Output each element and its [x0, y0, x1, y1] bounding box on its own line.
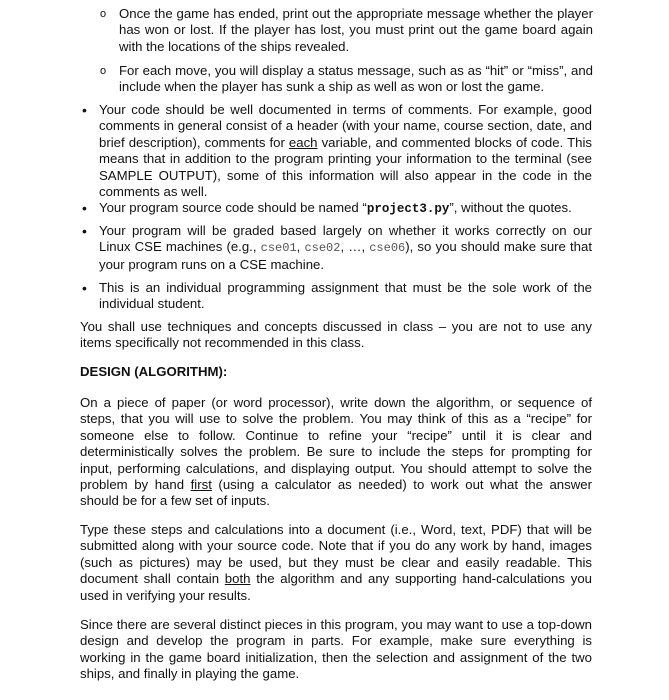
sub-bullet-marker: o [100, 8, 107, 20]
sub-item-game-ended: Once the game has ended, print out the appropriate message whether the player has won or lost. If the player has lost, you must print out the game board again with the locations of the ships revealed. [119, 6, 593, 54]
item-source-name-text-1: Your program source code should be named “ [99, 200, 367, 215]
bullet-marker: • [82, 102, 87, 118]
paragraph-design-2-text-1: Type these steps and calculations into a document (i.e., Word, text, PDF) that will be submitted along with your source code. Note that if you do any work by hand, images (such as pictures) may be used, but they must be clear and easily readable. This document shall contain [80, 522, 592, 587]
filename-code: project3.py [366, 202, 450, 216]
item-source-name-text-2: ”, without the quotes. [449, 200, 572, 215]
underlined-each: each [288, 134, 318, 150]
bullet-marker: • [82, 223, 87, 239]
paragraph-design-1-text-1: On a piece of paper (or word processor), write down the algorithm, or sequence of steps, that you will use to solve the problem. You may think of this as a “recipe” for someone else to follow. Continue to refine your “recipe” until it is clear and deterministically solves the problem. Be sure to include the steps for prompting for input, performing calculations, and displaying output. You should attempt to solve the problem by hand [80, 395, 592, 493]
heading-design: DESIGN (ALGORITHM): [80, 364, 228, 379]
item-grading-sep-1: , [296, 239, 305, 255]
machine-cse02: cse02 [304, 241, 341, 256]
item-source-name [99, 200, 592, 217]
sub-item-status-message: For each move, you will display a status message, such as as “hit” or “miss”, and include when the player has sunk a ship as well as won or lost the game. [119, 63, 593, 95]
item-grading-text-2: ), so you should make sure that your program runs on a CSE machine. [99, 239, 592, 272]
item-individual: This is an individual programming assignment that must be the sole work of the individual student. [99, 280, 592, 312]
paragraph-design-3: Since there are several distinct pieces in this program, you may want to use a top-down design and develop the program in parts. For example, make sure everything is working in the game board initialization, then the selection and assignment of the two ships, and finally in playing the game. [80, 617, 592, 682]
paragraph-design-1-text-2: (using a calculator as needed) to work out what the answer should be for a few set of inputs. [80, 477, 592, 509]
bullet-marker: • [82, 200, 87, 216]
item-grading-sep-2: , …, [340, 239, 370, 255]
paragraph-techniques: You shall use techniques and concepts discussed in class – you are not to use any items specifically not recommended in this class. [80, 319, 592, 351]
item-grading [99, 223, 592, 273]
paragraph-design-2-text-2: the algorithm and any supporting hand-calculations you used in verifying your results. [80, 571, 592, 603]
item-documentation-text-1: Your code should be well documented in terms of comments. For example, good comments in general consist of a header (with your name, course section, date, and brief description), comments for [99, 102, 592, 150]
machine-cse01: cse01 [260, 241, 297, 256]
underlined-both: both [224, 571, 251, 587]
item-documentation-text-2: variable, and commented blocks of code. This means that in addition to the program printing your information to the terminal (see SAMPLE OUTPUT), some of this information will also appear in the code in the comments as well. [99, 134, 592, 200]
item-grading-text-1: Your program will be graded based largely on whether it works correctly on our Linux CSE machines (e.g., [99, 223, 592, 255]
item-documentation [99, 102, 592, 200]
sub-bullet-marker: o [100, 65, 107, 77]
paragraph-design-2 [80, 522, 592, 604]
machine-cse06: cse06 [369, 241, 406, 256]
bullet-marker: • [82, 280, 87, 296]
paragraph-design-1 [80, 395, 592, 510]
underlined-first: first [190, 477, 212, 493]
